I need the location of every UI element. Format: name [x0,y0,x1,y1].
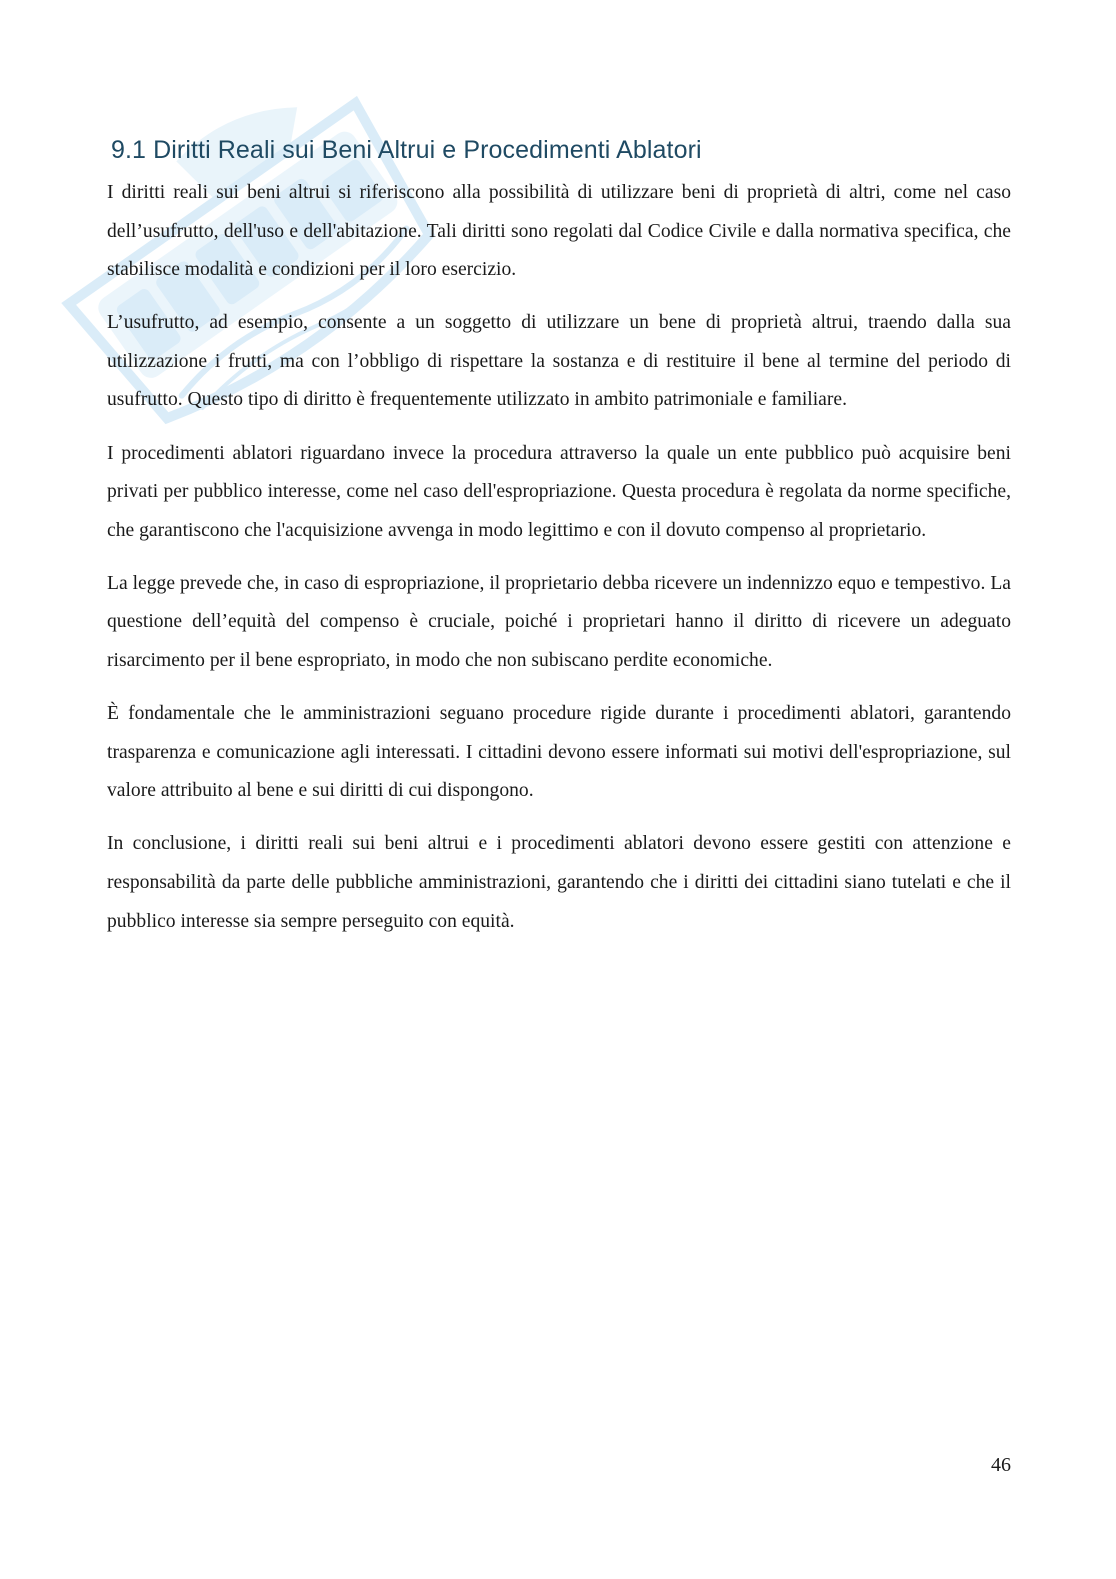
page-number: 46 [991,1454,1011,1476]
paragraph: I diritti reali sui beni altrui si riferiscono alla possibilità di utilizzare beni di proprietà di altri, come nel caso dell’usufrutto, dell'uso e dell'abitazione. Tali diritti sono regolati dal Codice Civile e dalla normativa specifica, che stabilisce modalità e condizioni per il loro esercizio. [107,182,1011,281]
body-text [107,174,1011,956]
paragraph: L’usufrutto, ad esempio, consente a un soggetto di utilizzare un bene di proprietà altrui, traendo dalla sua utilizzazione i frutti, ma con l’obbligo di rispettare la sostanza e di restituire il bene al termine del periodo di usufrutto. Questo tipo di diritto è frequentemente utilizzato in ambito patrimoniale e familiare. [107,312,1011,411]
paragraph: I procedimenti ablatori riguardano invece la procedura attraverso la quale un ente pubblico può acquisire beni privati per pubblico interesse, come nel caso dell'espropriazione. Questa procedura è regolata da norme specifiche, che garantiscono che l'acquisizione avvenga in modo legittimo e con il dovuto compenso al proprietario. [107,442,1011,541]
section-title: 9.1 Diritti Reali sui Beni Altrui e Procedimenti Ablatori [111,136,702,164]
paragraph: In conclusione, i diritti reali sui beni altrui e i procedimenti ablatori devono essere gestiti con attenzione e responsabilità da parte delle pubbliche amministrazioni, garantendo che i diritti dei cittadini siano tutelati e che il pubblico interesse sia sempre perseguito con equità. [107,833,1011,932]
paragraph: È fondamentale che le amministrazioni seguano procedure rigide durante i procedimenti ablatori, garantendo trasparenza e comunicazione agli interessati. I cittadini devono essere informati sui motivi dell'espropriazione, sul valore attribuito al bene e sui diritti di cui dispongono. [107,703,1011,802]
paragraph: La legge prevede che, in caso di espropriazione, il proprietario debba ricevere un indennizzo equo e tempestivo. La questione dell’equità del compenso è cruciale, poiché i proprietari hanno il diritto di ricevere un adeguato risarcimento per il bene espropriato, in modo che non subiscano perdite economiche. [107,572,1011,672]
